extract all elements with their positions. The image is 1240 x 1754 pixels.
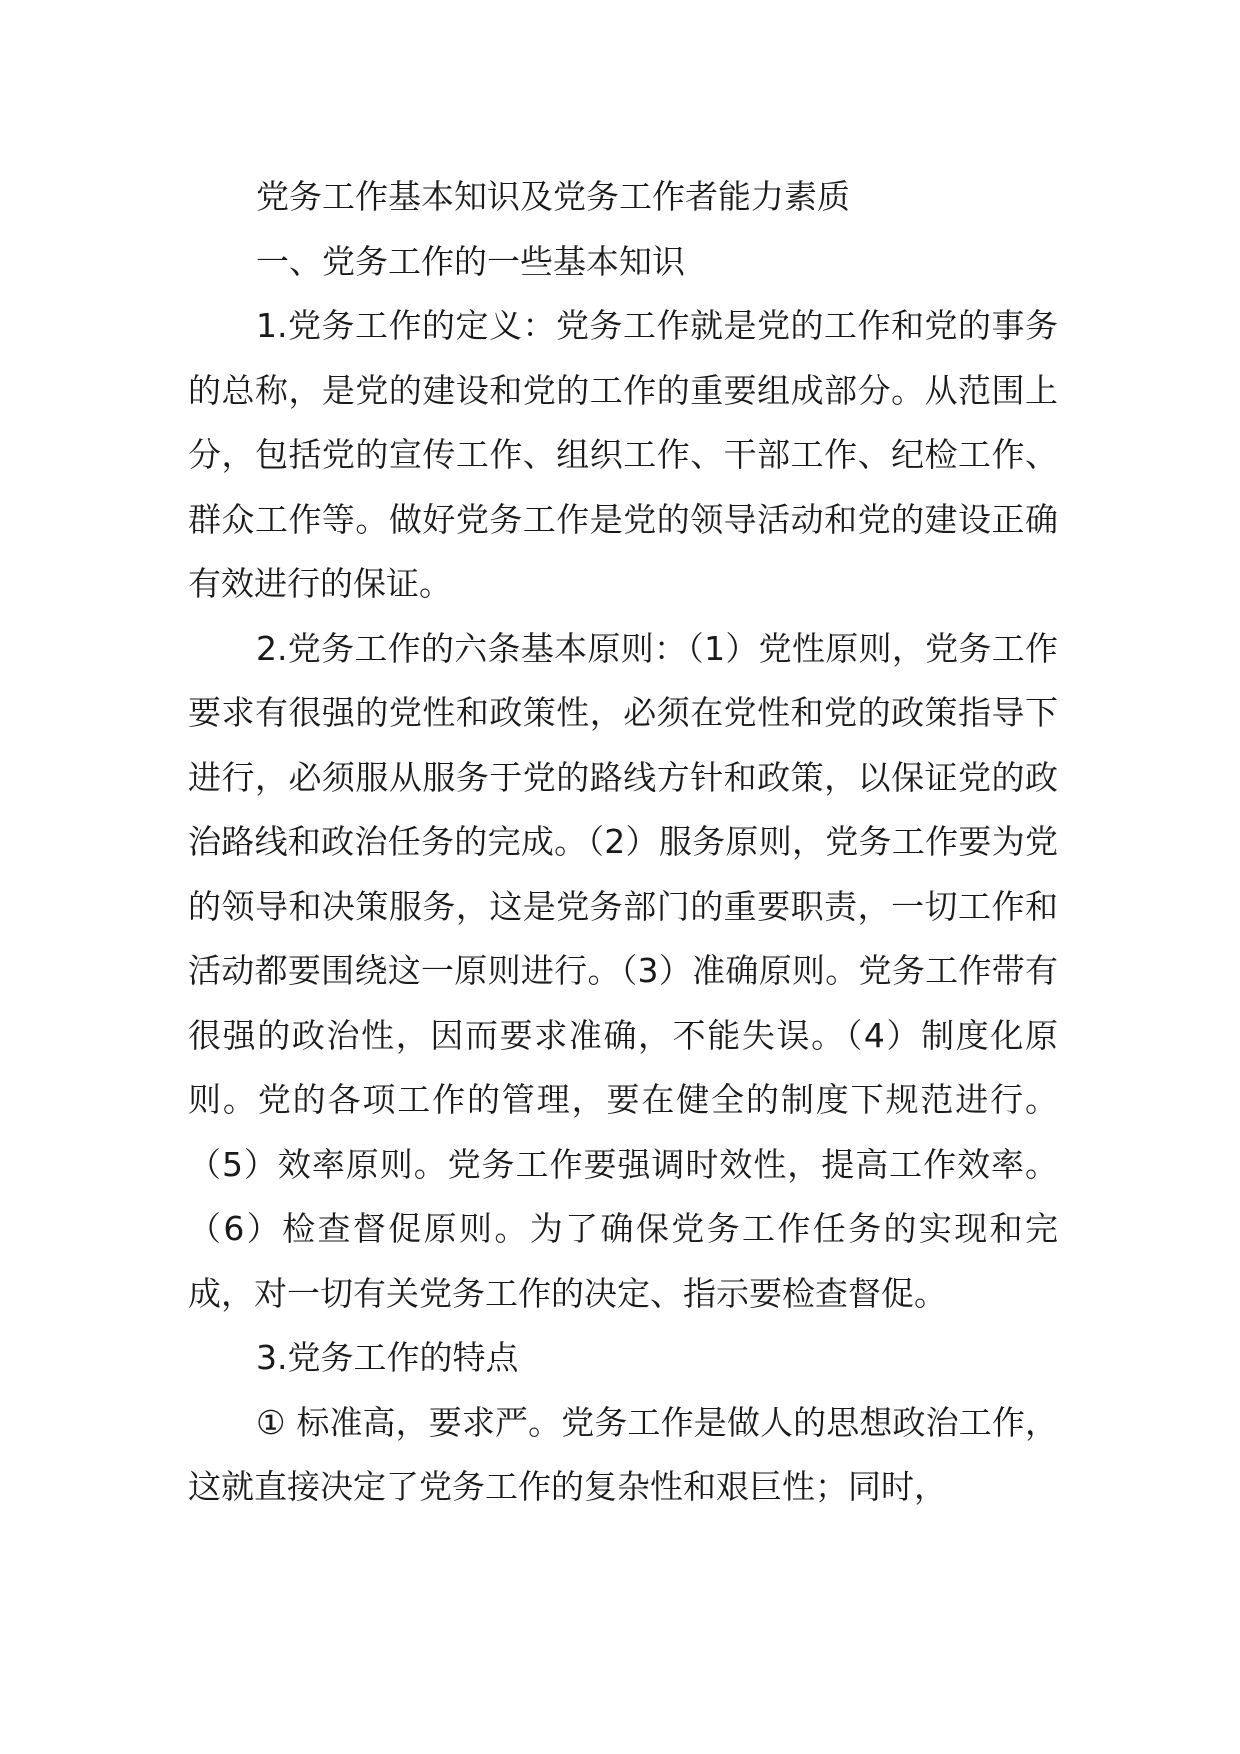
paragraph-features-heading: 3.党务工作的特点 <box>256 1338 519 1377</box>
paragraph-feature-1: ① 标准高，要求严。党务工作是做人的思想政治工作，这就直接决定了党务工作的复杂性和艰巨性；同时， <box>188 1402 1058 1506</box>
paragraph-definition: 1.党务工作的定义：党务工作就是党的工作和党的事务的总称，是党的建设和党的工作的重要组成部分。从范围上分，包括党的宣传工作、组织工作、干部工作、纪检工作、群众工作等。做好党务工作是党的领导活动和党的建设正确有效进行的保证。 <box>188 306 1058 603</box>
document-title: 党务工作基本知识及党务工作者能力素质 <box>256 177 850 216</box>
document-page <box>188 165 1058 1520</box>
section-heading: 一、党务工作的一些基本知识 <box>256 241 685 281</box>
paragraph-principles: 2.党务工作的六条基本原则：（1）党性原则，党务工作要求有很强的党性和政策性，必须在党性和党的政策指导下进行，必须服从服务于党的路线方针和政策，以保证党的政治路线和政治任务的完成。（2）服务原则，党务工作要为党的领导和决策服务，这是党务部门的重要职责，一切工作和活动都要围绕这一原则进行。（3）准确原则。党务工作带有很强的政治性，因而要求准确，不能失误。（4）制度化原则。党的各项工作的管理，要在健全的制度下规范进行。（5）效率原则。党务工作要强调时效性，提高工作效率。（6）检查督促原则。为了确保党务工作任务的实现和完成，对一切有关党务工作的决定、指示要检查督促。 <box>188 628 1058 1313</box>
